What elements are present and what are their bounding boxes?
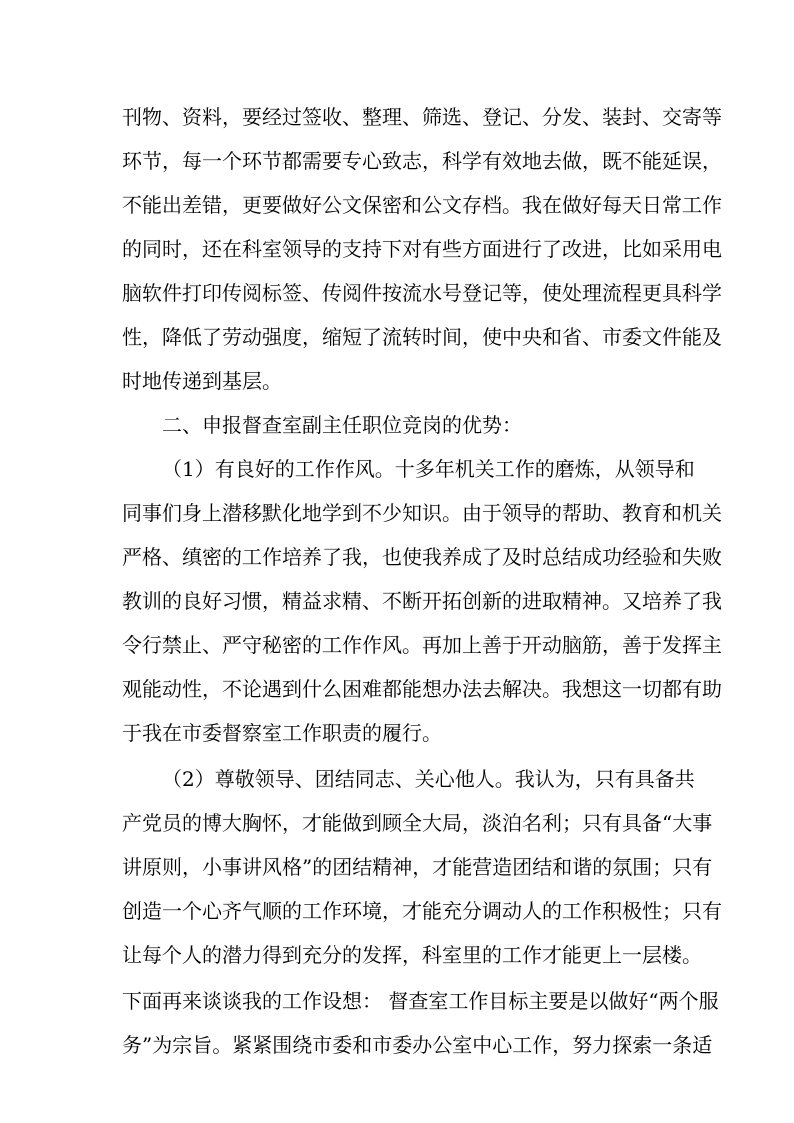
text-line: 性，降低了劳动强度，缩短了流转时间，使中央和省、市委文件能及 bbox=[122, 325, 722, 349]
text-line: 严格、缜密的工作培养了我，也使我养成了及时总结成功经验和失败 bbox=[122, 545, 722, 569]
text-line: 刊物、资料，要经过签收、整理、筛选、登记、分发、装封、交寄等 bbox=[122, 105, 722, 129]
text-line: 的同时，还在科室领导的支持下对有些方面进行了改进，比如采用电 bbox=[122, 237, 722, 261]
text-line: （2）尊敬领导、团结同志、关心他人。我认为，只有具备共 bbox=[162, 767, 695, 791]
section-heading: 二、申报督查室副主任职位竞岗的优势： bbox=[162, 413, 522, 437]
text-line: 创造一个心齐气顺的工作环境，才能充分调动人的工作积极性；只有 bbox=[122, 899, 722, 923]
text-line: 令行禁止、严守秘密的工作作风。再加上善于开动脑筋，善于发挥主 bbox=[122, 633, 722, 657]
text-line: 同事们身上潜移默化地学到不少知识。由于领导的帮助、教育和机关 bbox=[122, 501, 722, 525]
text-line: 时地传递到基层。 bbox=[122, 369, 282, 393]
text-line: （1）有良好的工作作风。十多年机关工作的磨炼，从领导和 bbox=[162, 457, 695, 481]
text-line: 于我在市委督察室工作职责的履行。 bbox=[122, 721, 442, 745]
text-line: 下面再来谈谈我的工作设想： 督查室工作目标主要是以做好“两个服 bbox=[122, 989, 719, 1013]
text-line: 观能动性，不论遇到什么困难都能想办法去解决。我想这一切都有助 bbox=[122, 677, 722, 701]
text-line: 脑软件打印传阅标签、传阅件按流水号登记等，使处理流程更具科学 bbox=[122, 281, 722, 305]
text-line: 产党员的博大胸怀，才能做到顾全大局，淡泊名利；只有具备“大事 bbox=[122, 811, 713, 835]
text-line: 教训的良好习惯，精益求精、不断开拓创新的进取精神。又培养了我 bbox=[122, 589, 722, 613]
text-line: 让每个人的潜力得到充分的发挥，科室里的工作才能更上一层楼。 bbox=[122, 943, 702, 967]
text-line: 环节，每一个环节都需要专心致志，科学有效地去做，既不能延误， bbox=[122, 149, 722, 173]
text-line: 讲原则，小事讲风格”的团结精神，才能营造团结和谐的氛围；只有 bbox=[122, 855, 713, 879]
text-line: 不能出差错，更要做好公文保密和公文存档。我在做好每天日常工作 bbox=[122, 193, 722, 217]
text-line: 务”为宗旨。紧紧围绕市委和市委办公室中心工作，努力探索一条适 bbox=[122, 1033, 713, 1057]
